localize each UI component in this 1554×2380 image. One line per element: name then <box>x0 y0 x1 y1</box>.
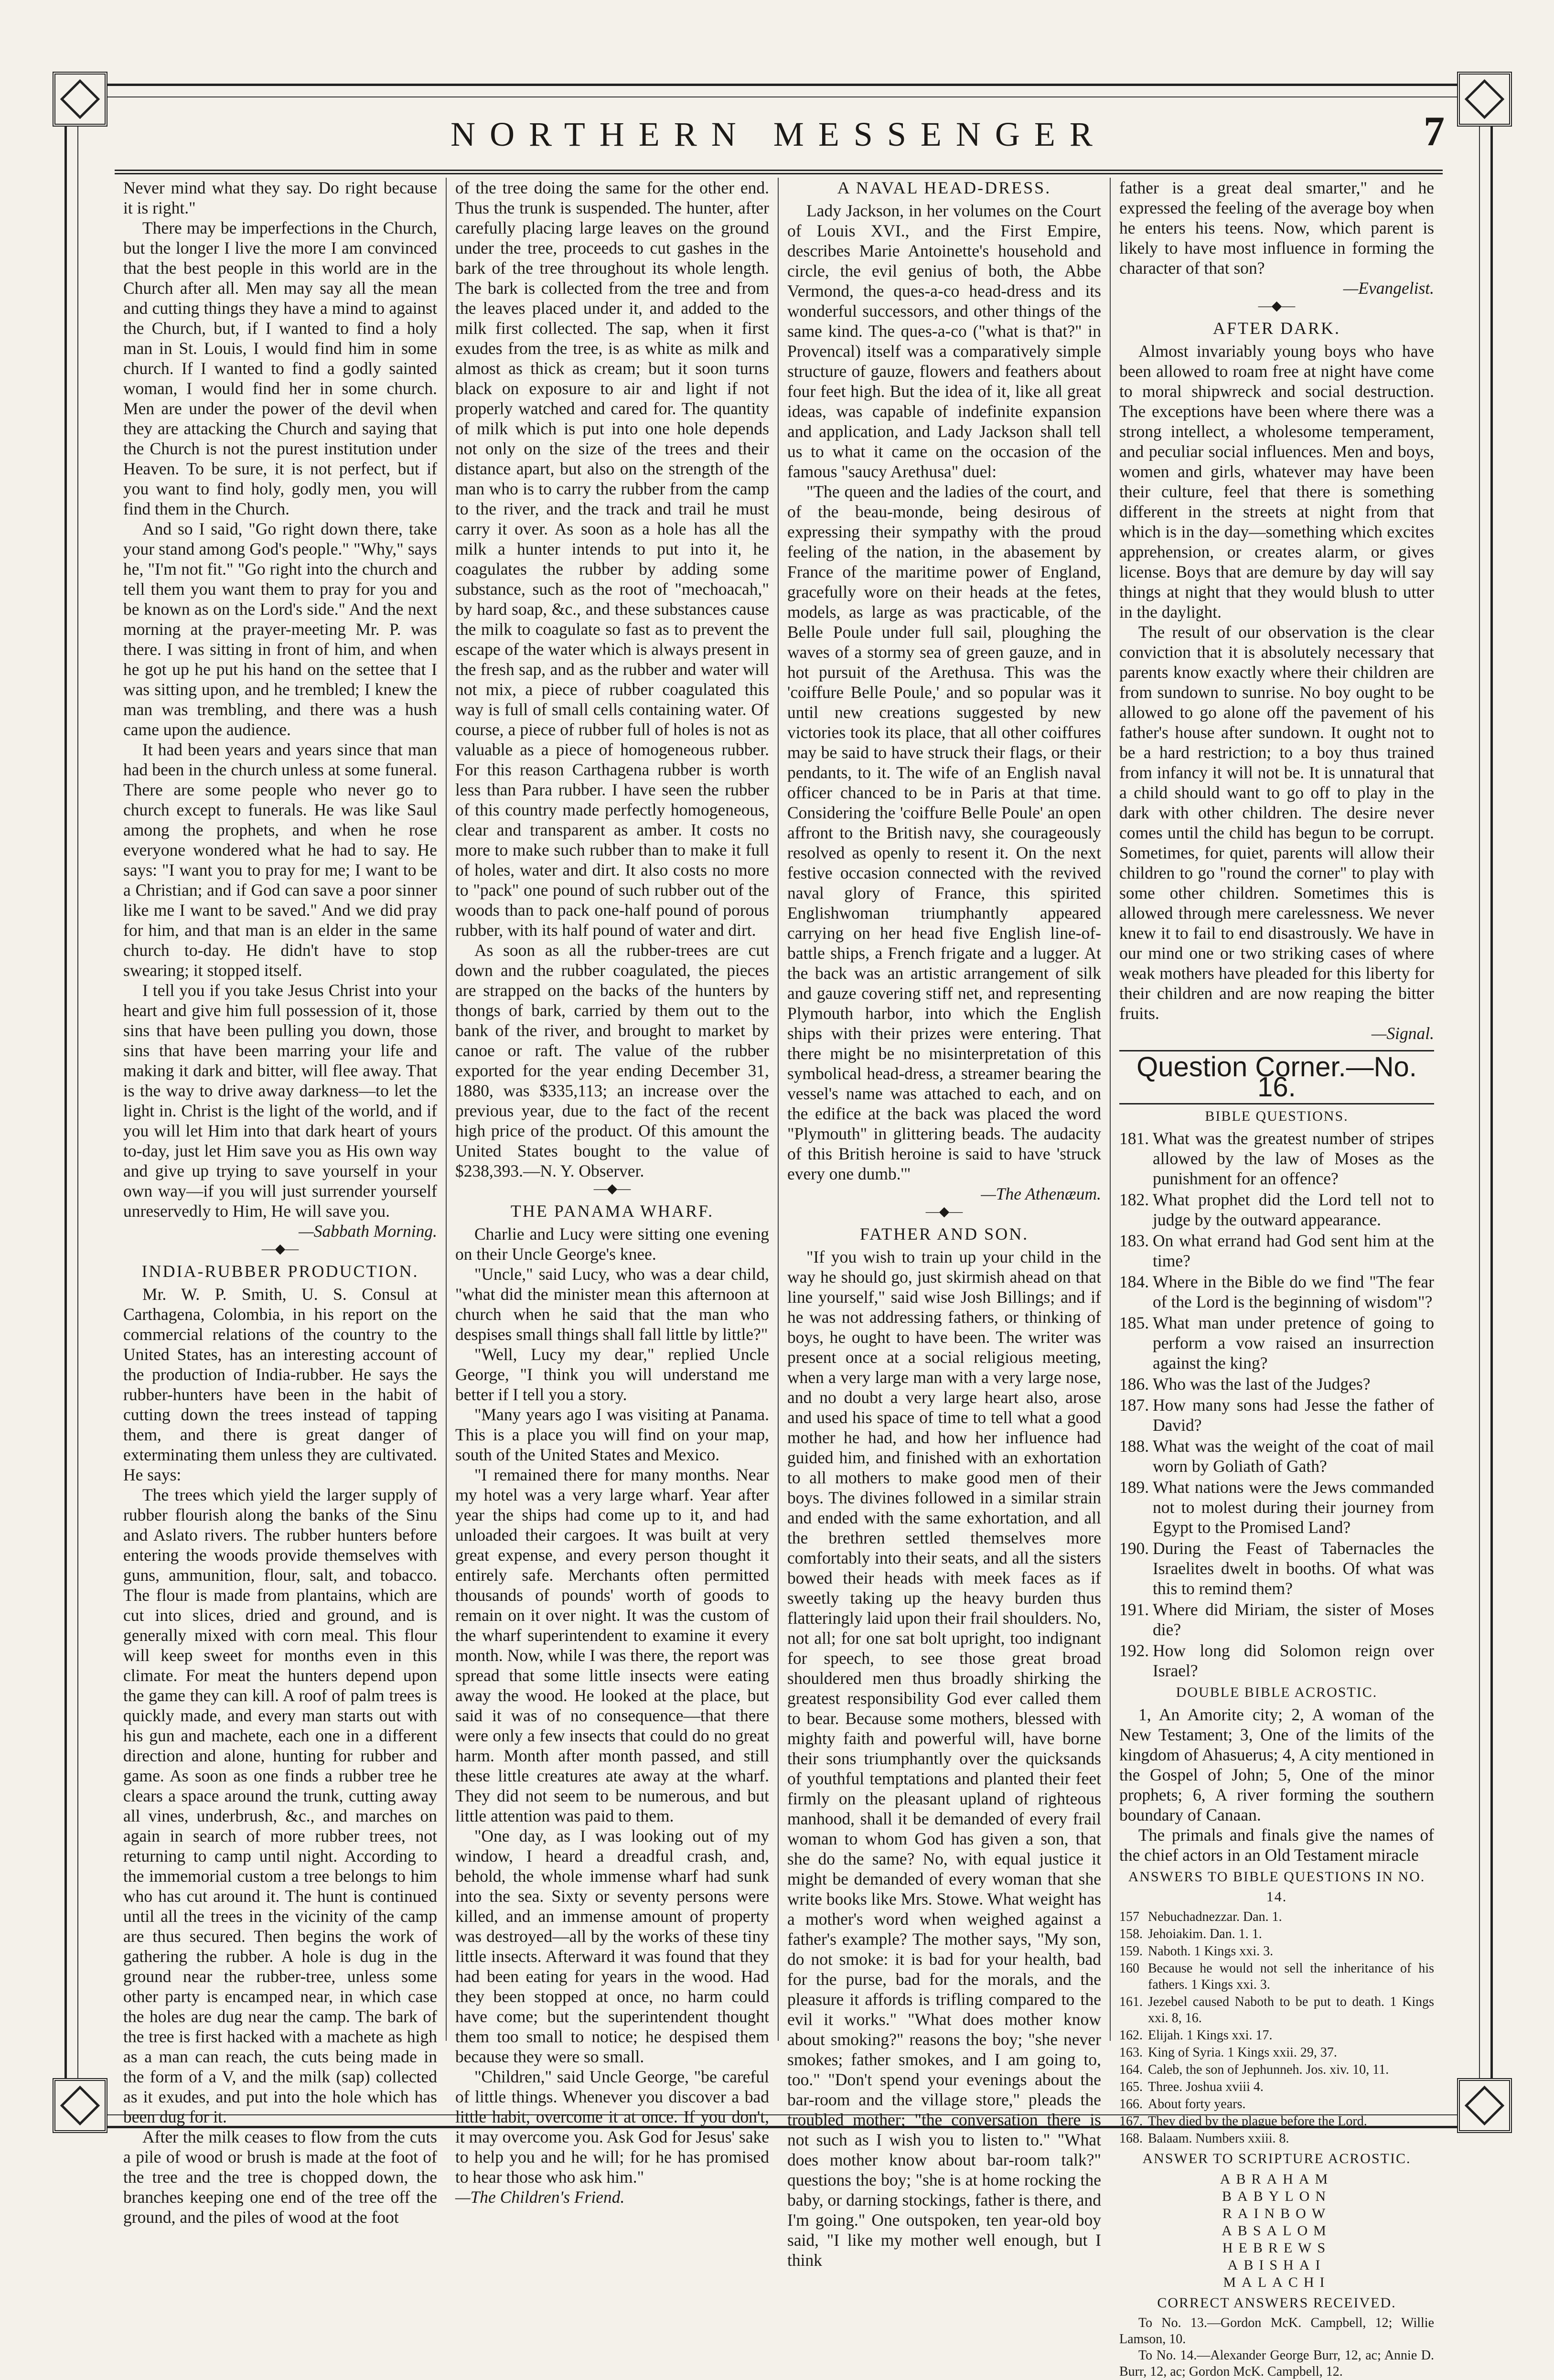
paragraph: Lady Jackson, in her volumes on the Court of Louis XVI., and the First Empire, describes Marie Antoinette's household and circle, the evil genius of both, the Abbe Vermond, the ques-a-co head-dress and its wonderful successors, and other things of the same kind. The ques-a-co ("what is that?" in Provencal) itself was a comparatively simple structure of gauze, flowers and feathers about four feet high. But the idea of it, like all great ideas, was capable of indefinite expansion and application, and Lady Jackson shall tell us to what it came on the occasion of the famous "saucy Arethusa" duel: <box>787 201 1101 481</box>
acrostic-words <box>1119 2171 1434 2291</box>
question-item <box>1119 1313 1434 1373</box>
question-item <box>1119 1272 1434 1312</box>
answer-text: About forty years. <box>1148 2097 1246 2112</box>
question-text: Where in the Bible do we find "The fear of the Lord is the beginning of wisdom"? <box>1153 1272 1434 1311</box>
divider-ornament-icon: —◆— <box>261 1242 299 1256</box>
divider-ornament-icon: —◆— <box>593 1181 631 1196</box>
answer-text: Naboth. 1 Kings xxi. 3. <box>1148 1944 1274 1959</box>
answer-item <box>1119 1926 1434 1942</box>
question-number: 184. <box>1119 1272 1149 1291</box>
answer-item <box>1119 1909 1434 1925</box>
paragraph: I tell you if you take Jesus Christ into your heart and give him full possession of it, those sins that have been pulling you down, those sins that have been marring your life and making it dark and bitter, will flee away. That is the way to drive away darkness—to let the light in. Christ is the light of the world, and if you will let Him into that dark heart of yours to-day, just let Him save you as His own way and give up trying to save yourself in your own way—if you will just surrender yourself unreservedly to Him, He will save you. <box>123 981 437 1221</box>
paragraph: "I remained there for many months. Near my hotel was a very large wharf. Year after year the ships had come up to it, and had unloaded their cargoes. It was built at very great expense, and every person thought it entirely safe. Merchants often permitted thousands of pounds' worth of goods to remain on it over night. It was the custom of the wharf superintendent to examine it every month. Now, while I was there, the report was spread that some little insects were eating away the wood. He looked at the place, but said it was of no consequence—that there were only a few insects that could do no great harm. Month after month passed, and still these little creatures ate away at the wharf. They did not seem to be numerous, and but little attention was paid to them. <box>455 1465 769 1825</box>
acrostic-word: ABRAHAM <box>1220 2171 1334 2187</box>
paragraph: "One day, as I was looking out of my window, I heard a dreadful crash, and, behold, the whole immense wharf had sunk into the sea. Sixty or seventy persons were killed, and an immense amount of property was destroyed—all by the works of these tiny little insects. Afterward it was found that they had been eating for years in the wood. Had they been stopped at once, no harm could have come; but the superintendent thought them too small to notice; he despised them because they were so small. <box>455 1826 769 2066</box>
paragraph: Never mind what they say. Do right because it is right." <box>123 178 437 217</box>
paragraph: "If you wish to train up your child in the way he should go, just skirmish ahead on that line yourself," said wise Josh Billings; and if he was not addressing fathers, or thinking of boys, he ought to have been. The writer was present once at a social religious meeting, when a very large man with a very large nose, and no doubt a very large heart also, arose and used his space of time to tell what a good mother he had, and how her influence had guided him, and finished with an exhortation to all mothers to make good men of their boys. The divines followed in a similar strain and ended with the same exhortation, and all the brethren settled themselves more comfortably into their seats, and all the sisters bowed their heads with meek faces as if sweetly taking up the heavy burden thus flatteringly laid upon their frail shoulders. No, not all; for one sat bolt upright, too indignant for speech, to see those great broad shouldered men thus broadly shirking the greatest responsibility God ever called them to bear. Because some mothers, blessed with mighty faith and powerful will, have borne their sons triumphantly over the quicksands of youthful temptations and planted their feet firmly on the pleasant upland of righteous manhood, shall it be demanded of every frail woman to whom God has given a son, that she do the same? No, with equal justice it might be demanded of every woman that she write books like Mrs. Stowe. What weight has a mother's word when weighed against a father's example? The mother says, "My son, do not smoke: it is bad for your health, bad for the purse, bad for the morals, and the pleasure it affords is trifling compared to the evil it works." "What does mother know about smoking?" reasons the boy; "she never smokes; father smokes, and I am going to, too." "Don't spend your evenings about the bar-room and the village store," pleads the troubled mother; "the conversation there is not such as I wish you to listen to." "What does mother know about bar-room talk?" questions the boy; "she is at home rocking the baby, or darning stockings, father is there, and I'm going." One outspoken, ten year-old boy said, "I like my mother well enough, but I think <box>787 1247 1101 2270</box>
corner-ornament-icon <box>53 2078 107 2133</box>
header-rule <box>115 170 1443 171</box>
article-source: —Sabbath Morning. <box>299 1222 437 1241</box>
paragraph: There may be imperfections in the Church, but the longer I live the more I am convinced that the best people in this world are in the Church after all. Men may say all the mean and cutting things they have a mind to against the Church, but, if I wanted to find a holy man in St. Louis, I would find him in some church. If I wanted to find a godly sainted woman, I would find her in some church. Men are under the power of the devil when they are attacking the Church and saying that the Church is not the purest institution under Heaven. To be sure, it is not perfect, but if you want to find holy, godly men, you will find them in the Church. <box>123 218 437 518</box>
section-subtitle: ANSWERS TO BIBLE QUESTIONS IN NO. 14. <box>1128 1869 1425 1905</box>
answer-item <box>1119 1943 1434 1960</box>
answer-item <box>1119 2027 1434 2044</box>
article-columns <box>115 178 1443 2379</box>
answer-number: 162. <box>1119 2028 1143 2043</box>
question-number: 182. <box>1119 1190 1149 1209</box>
paragraph: "Well, Lucy my dear," replied Uncle George, "I think you will understand me better if I tell you a story. <box>455 1345 769 1404</box>
paragraph: of the tree doing the same for the other end. Thus the trunk is suspended. The hunter, after carefully placing large leaves on the ground under the tree, proceeds to cut gashes in the bark of the tree throughout its whole length. The bark is collected from the tree and from the leaves placed under it, and added to the milk first collected. The sap, when it first exudes from the tree, is as white as milk and almost as thick as cream; but it soon turns black on exposure to air and light if not properly watched and cared for. The quantity of milk which is put into one hole depends not only on the size of the trees and their distance apart, but also on the strength of the man who is to carry the rubber from the camp to the river, and the track and trail he must carry it over. As soon as a hole has all the milk a hunter intends to put into it, he coagulates the rubber by adding some substance, such as the root of "mechoacah," by hard soap, &c., and these substances cause the milk to coagulate so fast as to prevent the escape of the water which is always present in the fresh sap, and as the rubber and water will not mix, a piece of rubber coagulated this way is full of small cells containing water. Of course, a piece of rubber full of holes is not as valuable as a piece of homogeneous rubber. For this reason Carthagena rubber is worth less than Para rubber. I have seen the rubber of this country made perfectly homogeneous, clear and transparent as amber. It costs no more to make such rubber than to make it full of holes, water and dirt. It also costs no more to "pack" one pound of such rubber out of the woods than to pack one-half pound of porous rubber, with its half pound of water and dirt. <box>455 178 769 940</box>
masthead-title: NORTHERN MESSENGER <box>450 115 1107 153</box>
acrostic-word: ABISHAI <box>1227 2257 1326 2273</box>
paragraph: 1, An Amorite city; 2, A woman of the New Testament; 3, One of the limits of the kingdom of Ahasuerus; 4, A city mentioned in the Gospel of John; 5, One of the minor prophets; 6, A river forming the southern boundary of Canaan. <box>1119 1705 1434 1824</box>
question-text: Who was the last of the Judges? <box>1153 1374 1371 1394</box>
paragraph: And so I said, "Go right down there, take your stand among God's people." "Why," says he, "I'm not fit." "Go right into the church and tell them you want them to pray for you and be known as on the Lord's side." And the next morning at the prayer-meeting Mr. P. was there. I was sitting in front of him, and when he got up he put his hand on the settee that I was sitting upon, and he trembled; I knew the man was trembling, and there was a hush came upon the audience. <box>123 519 437 739</box>
answer-number: 158. <box>1119 1927 1143 1941</box>
acrostic-word: ABSALOM <box>1222 2223 1332 2239</box>
paragraph: As soon as all the rubber-trees are cut down and the rubber coagulated, the pieces are strapped on the backs of the hunters by thongs of bark, carried by them out to the bank of the river, and brought to market by canoe or raft. The value of the rubber exported for the year ending December 31, 1880, was $335,113; an increase over the previous year, due to the fact of the recent high price of the product. Of this amount the United States bought to the value of $238,393.—N. Y. Observer. <box>455 941 769 1180</box>
answer-text: Nebuchadnezzar. Dan. 1. <box>1148 1909 1282 1924</box>
question-corner-title: Question Corner.—No. 16. <box>1119 1050 1434 1104</box>
paragraph: To No. 13.—Gordon McK. Campbell, 12; Willie Lamson, 10. <box>1119 2316 1434 2347</box>
acrostic-word: RAINBOW <box>1222 2206 1331 2221</box>
question-text: What nations were the Jews commanded not to molest during their journey from Egypt to the Promised Land? <box>1153 1478 1434 1537</box>
article-heading: THE PANAMA WHARF. <box>510 1201 714 1221</box>
paragraph: Mr. W. P. Smith, U. S. Consul at Carthagena, Colombia, in his report on the commercial relations of the country to the United States, has an interesting account of the production of India-rubber. He says the rubber-hunters have been in the habit of cutting down the trees instead of tapping them, and there is great danger of exterminating them unless they are cultivated. He says: <box>123 1285 437 1484</box>
question-text: During the Feast of Tabernacles the Israelites dwelt in booths. Of what was this to remind them? <box>1153 1539 1434 1598</box>
answer-number: 160 <box>1119 1961 1139 1976</box>
answer-text: Elijah. 1 Kings xxi. 17. <box>1148 2028 1273 2043</box>
question-item <box>1119 1477 1434 1537</box>
acrostic-word: MALACHI <box>1223 2274 1330 2290</box>
question-number: 190. <box>1119 1539 1149 1558</box>
answer-text: Jehoiakim. Dan. 1. 1. <box>1148 1927 1262 1941</box>
answer-item <box>1119 2062 1434 2078</box>
question-text: How long did Solomon reign over Israel? <box>1153 1641 1434 1680</box>
section-subtitle: ANSWER TO SCRIPTURE ACROSTIC. <box>1142 2151 1411 2166</box>
question-item <box>1119 1538 1434 1598</box>
question-text: How many sons had Jesse the father of David? <box>1153 1395 1434 1435</box>
article-heading: A NAVAL HEAD-DRESS. <box>837 178 1051 197</box>
paragraph: "Uncle," said Lucy, who was a dear child, "what did the minister mean this afternoon at church when he said that the man who despises small things shall fall little by little?" <box>455 1265 769 1344</box>
column-4 <box>1111 178 1443 2379</box>
question-number: 187. <box>1119 1395 1149 1415</box>
answer-item <box>1119 2096 1434 2112</box>
header-rule <box>115 173 1443 174</box>
answer-number: 166. <box>1119 2097 1143 2112</box>
answer-text: They died by the plague before the Lord. <box>1148 2114 1367 2129</box>
answer-number: 161. <box>1119 1994 1143 2009</box>
answer-item <box>1119 2113 1434 2130</box>
paragraph: The result of our observation is the clear conviction that it is absolutely necessary that parents know exactly where their children are from sundown to sunrise. No boy ought to be allowed to go alone off the pavement of his father's house after sundown. It ought not to be a hard restriction; to a boy thus trained from infancy it will not be. It is unnatural that a child should want to go off to play in the dark with other children. The desire never comes until the child has begun to be corrupt. Sometimes, for quiet, parents will allow their children to go "round the corner" to play with some other children. Sometimes this is allowed through mere carelessness. We never knew it to fail to end disastrously. We have in our mind one or two striking cases of where weak mothers have pleaded for this liberty for their children and are now reaping the bitter fruits. <box>1119 622 1434 1023</box>
answer-number: 165. <box>1119 2080 1143 2094</box>
paragraph: father is a great deal smarter," and he expressed the feeling of the average boy when he enters his teens. Now, which parent is likely to have most influence in forming the character of that son? <box>1119 178 1434 278</box>
paragraph: After the milk ceases to flow from the cuts a pile of wood or brush is made at the foot of the tree and the tree is chopped down, the branches keeping one end of the tree off the ground, and the piles of wood at the foot <box>123 2127 437 2227</box>
column-1 <box>115 178 447 2227</box>
answer-number: 168. <box>1119 2131 1143 2146</box>
article-heading: INDIA-RUBBER PRODUCTION. <box>141 1262 419 1281</box>
question-number: 191. <box>1119 1600 1149 1619</box>
article-heading: AFTER DARK. <box>1212 319 1341 338</box>
question-item <box>1119 1436 1434 1476</box>
question-number: 189. <box>1119 1478 1149 1497</box>
bible-questions-list <box>1119 1128 1434 1681</box>
question-item <box>1119 1640 1434 1681</box>
answer-text: Balaam. Numbers xxiii. 8. <box>1148 2131 1289 2146</box>
corner-ornament-icon <box>53 72 107 127</box>
answer-item <box>1119 1961 1434 1993</box>
question-text: What prophet did the Lord tell not to judge by the outward appearance. <box>1153 1190 1434 1229</box>
answer-number: 167. <box>1119 2114 1143 2129</box>
question-text: On what errand had God sent him at the time? <box>1153 1231 1434 1270</box>
section-subtitle: BIBLE QUESTIONS. <box>1205 1108 1349 1124</box>
article-source: —The Children's Friend. <box>455 2187 625 2207</box>
question-item <box>1119 1231 1434 1271</box>
divider-ornament-icon: —◆— <box>925 1204 963 1219</box>
article-source: —The Athenæum. <box>981 1184 1101 1203</box>
answers-list <box>1119 1909 1434 2147</box>
question-number: 185. <box>1119 1313 1149 1332</box>
paragraph: Charlie and Lucy were sitting one evening on their Uncle George's knee. <box>455 1224 769 1264</box>
answer-text: Caleb, the son of Jephunneh. Jos. xiv. 10, 11. <box>1148 2062 1389 2077</box>
question-text: What was the weight of the coat of mail worn by Goliath of Gath? <box>1153 1437 1434 1476</box>
column-3 <box>779 178 1111 2270</box>
answer-number: 163. <box>1119 2045 1143 2060</box>
corner-ornament-icon <box>1457 2078 1512 2133</box>
question-number: 188. <box>1119 1437 1149 1456</box>
answer-number: 157 <box>1119 1909 1139 1924</box>
question-text: Where did Miriam, the sister of Moses die? <box>1153 1600 1434 1639</box>
divider-ornament-icon: —◆— <box>1258 299 1296 313</box>
page-number: 7 <box>1424 108 1445 155</box>
question-number: 192. <box>1119 1641 1149 1660</box>
paragraph: "Many years ago I was visiting at Panama. This is a place you will find on your map, south of the United States and Mexico. <box>455 1405 769 1464</box>
answer-number: 159. <box>1119 1944 1143 1959</box>
corner-ornament-icon <box>1457 72 1512 127</box>
answer-item <box>1119 2045 1434 2061</box>
article-source: —Evangelist. <box>1343 279 1434 298</box>
acrostic-word: HEBREWS <box>1222 2240 1331 2256</box>
question-number: 186. <box>1119 1374 1149 1394</box>
article-heading: FATHER AND SON. <box>859 1224 1029 1244</box>
question-text: What man under pretence of going to perform a vow raised an insurrection against the king? <box>1153 1313 1434 1372</box>
section-subtitle: CORRECT ANSWERS RECEIVED. <box>1157 2295 1396 2311</box>
question-item <box>1119 1190 1434 1230</box>
answer-number: 164. <box>1119 2062 1143 2077</box>
article-source: —Signal. <box>1371 1024 1434 1043</box>
paragraph: "Children," said Uncle George, "be careful of little things. Whenever you discover a bad little habit, overcome it at once. If you don't, it may overcome you. Ask God for Jesus' sake to help you and he will; for he has promised to hear those who ask him." <box>455 2067 769 2187</box>
paragraph: Almost invariably young boys who have been allowed to roam free at night have come to moral shipwreck and social destruction. The exceptions have been where there was a strong intellect, a wholesome temperament, and peculiar social influences. Men and boys, women and girls, whatever may have been their culture, feel that there is something different in the streets at night from that which is in the day—something which excites apprehension, or creates alarm, or gives license. Boys that are demure by day will say things at night that they would blush to utter in the daylight. <box>1119 342 1434 622</box>
paragraph: To No. 14.—Alexander George Burr, 12, ac; Annie D. Burr, 12, ac; Gordon McK. Campbell, 12. <box>1119 2348 1434 2379</box>
question-number: 181. <box>1119 1129 1149 1148</box>
question-item <box>1119 1599 1434 1640</box>
question-number: 183. <box>1119 1231 1149 1250</box>
answer-text: Because he would not sell the inheritance of his fathers. 1 Kings xxi. 3. <box>1148 1961 1434 1992</box>
question-item <box>1119 1395 1434 1435</box>
paragraph: It had been years and years since that man had been in the church unless at some funeral. There are some people who never go to church except to funerals. He was like Saul among the prophets, and when he rose everyone wondered what he had to say. He says: "I want you to pray for me; I want to be a Christian; and if God can save a poor sinner like me I want to be saved." And we did pray for him, and that man is an elder in the same church to-day. He didn't have to stop swearing; it stopped itself. <box>123 740 437 980</box>
question-text: What was the greatest number of stripes allowed by the law of Moses as the punishment for an offence? <box>1153 1129 1434 1188</box>
acrostic-word: BABYLON <box>1222 2188 1331 2204</box>
paragraph: The trees which yield the larger supply of rubber flourish along the banks of the Sinu and Aslato rivers. The rubber hunters before entering the woods provide themselves with guns, ammunition, flour, salt, and tobacco. The flour is made from plantains, which are cut into slices, dried and ground, and is generally mixed with corn meal. This flour will keep sweet for months even in this climate. For meat the hunters depend upon the game they can kill. A roof of palm trees is quickly made, and every man starts out with his gun and machete, each one in a different direction and alone, hunting for rubber and game. As soon as one finds a rubber tree he clears a space around the trunk, cutting away all vines, underbrush, &c., and marches on again in search of more rubber trees, not returning to camp until night. According to the immemorial custom a tree belongs to him who has cut around it. The hunt is continued until all the trees in the vicinity of the camp are thus secured. Then begins the work of gathering the rubber. A hole is dug in the ground near the rubber-tree, unless some other party is encamped near, in which case the holes are dug near the camp. The bark of the tree is first hacked with a machete as high as a man can reach, the cuts being made in the form of a V, and the milk (sap) collected as it exudes, and put into the hole which has been dug for it. <box>123 1485 437 2126</box>
answer-item <box>1119 2131 1434 2147</box>
section-subtitle: DOUBLE BIBLE ACROSTIC. <box>1176 1684 1378 1700</box>
paragraph: The primals and finals give the names of the chief actors in an Old Testament miracle <box>1119 1825 1434 1865</box>
answer-text: Jezebel caused Naboth to be put to death. 1 Kings xxi. 8, 16. <box>1148 1994 1434 2026</box>
question-item <box>1119 1128 1434 1189</box>
answer-item <box>1119 2079 1434 2095</box>
paragraph: "The queen and the ladies of the court, and of the beau-monde, being desirous of expressing their sympathy with the proud feeling of the nation, in the abasement by France of the maritime power of England, gracefully wore on their heads at the fetes, models, as large as was practicable, of the Belle Poule under full sail, ploughing the waves of a stormy sea of green gauze, and in hot pursuit of the Arethusa. This was the 'coiffure Belle Poule,' and so popular was it until new creations suggested by new victories took its place, that all other coiffures may be said to have struck their flags, or their pendants, to it. The wife of an English naval officer chanced to be in Paris at that time. Considering the 'coiffure Belle Poule' an open affront to the British navy, she courageously resolved as openly to resent it. On the next festive occasion connected with the revived naval glory of France, this spirited Englishwoman triumphantly appeared carrying on her head five English line-of-battle ships, a French frigate and a lugger. At the back was an artistic arrangement of silk and gauze covering stiff net, and representing Plymouth harbor, into which the English ships with their prizes were entering. That there might be no misinterpretation of this symbolical head-dress, a streamer bearing the vessel's name was attached to each, and on the edifice at the back was placed the word "Plymouth" in glittering beads. The audacity of this British heroine is said to have 'struck every one dumb.'" <box>787 482 1101 1183</box>
answer-item <box>1119 1994 1434 2026</box>
answer-text: King of Syria. 1 Kings xxii. 29, 37. <box>1148 2045 1337 2060</box>
column-2 <box>447 178 779 2207</box>
answer-text: Three. Joshua xviii 4. <box>1148 2080 1264 2094</box>
question-item <box>1119 1374 1434 1394</box>
